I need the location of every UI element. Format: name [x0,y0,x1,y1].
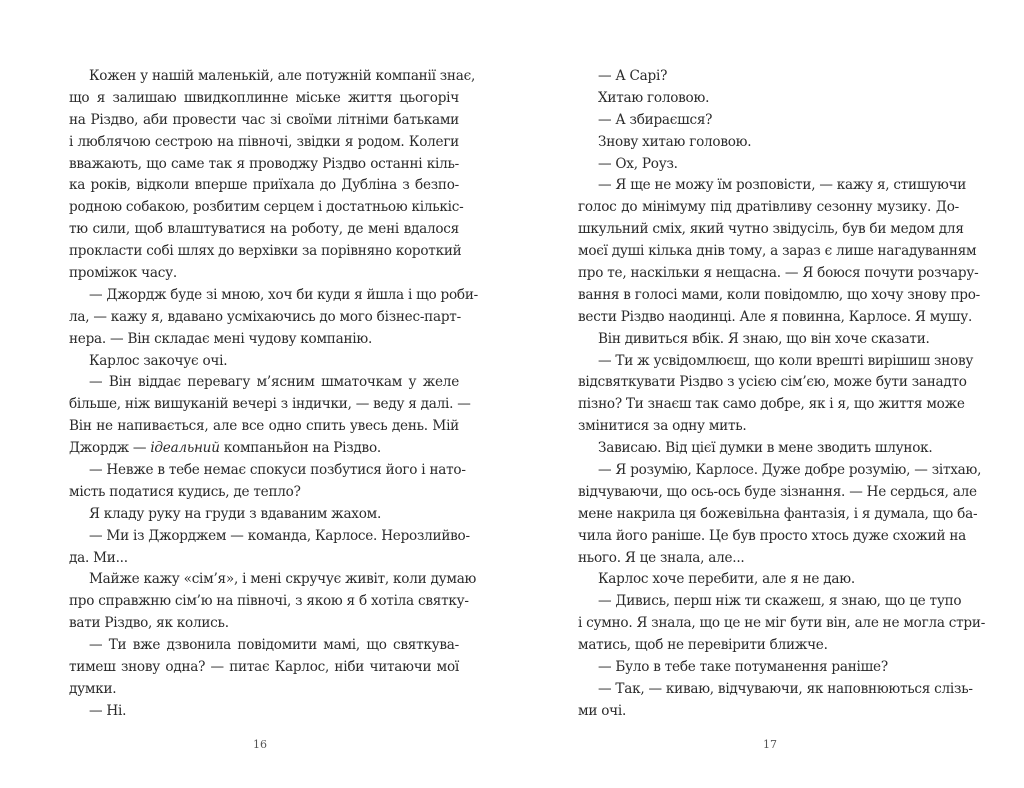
text-line: да. Ми... [69,549,128,566]
text-line: — Він віддає перевагу м’ясним шматочкам у желе [89,374,459,391]
text-line: відчуваючи, що ось-ось буде зізнання. — Не сердься, але [578,483,977,500]
emphasized-text: ідеальний [150,440,220,457]
text-line: що я залишаю швидкоплинне міське життя цьогоріч [69,89,459,106]
text-line: — Ох, Роуз. [598,155,678,172]
text-line: вати Різдво, як колись. [69,615,229,632]
left-page [69,66,479,723]
text-line: — Я ще не можу їм розповісти, — кажу я, стишуючи [598,177,967,194]
text-line: на Різдво, аби провести час зі своїми літніми батьками [69,111,459,128]
text-line: вання в голосі мами, коли повідомлю, що хочу знову про- [578,286,981,303]
text-line: матись, щоб не перевірити ближче. [578,637,828,654]
text-line: — А Сарі? [598,68,668,84]
text-line: нього. Я це знала, але... [578,549,745,566]
text-line: ла, — кажу я, вдавано усміхаючись до мого бізнес-парт- [69,308,461,325]
text-line: — Ти вже дзвонила повідомити мамі, що святкува- [89,637,459,654]
text-line: Карлос закочує очі. [89,352,228,369]
text-line: Він дивиться вбік. Я знаю, що він хоче сказати. [598,330,930,347]
right-page [578,66,986,723]
text-line: Хитаю головою. [598,89,710,106]
text-line: про справжню сім’ю на півночі, з якою я б хотіла святку- [69,593,469,610]
text-line: відсвяткувати Різдво з усією сім’єю, може бути занадто [578,374,967,391]
text-line: чила його раніше. Це був просто хтось дуже схожий на [578,527,967,544]
text-line: більше, ніж вишуканій вечері з індички, — веду я далі. — [69,396,471,413]
text-line: — Ти ж усвідомлюєш, що коли врешті вирішиш знову [598,352,974,369]
text-line: і люблячою сестрою на півночі, звідки я родом. Колеги [69,133,459,150]
text-segment: Джордж — [69,440,151,457]
page-number-right: 17 [763,738,777,751]
text-line: Кожен у нашій маленькій, але потужній компанії знає, [89,68,476,84]
text-line: родною собакою, розбитим серцем і достатньою кількіс- [69,199,464,216]
text-line: — Ми із Джорджем — команда, Карлосе. Нерозлийво- [89,527,470,544]
text-line: голос до мінімуму під дратівливу сезонну музику. До- [578,199,959,216]
text-line: моєї душі кілька днів тому, а зараз є лише нагадуванням [578,243,977,260]
page-number-left: 16 [253,738,267,751]
text-line: тимеш знову одна? — питає Карлос, ніби читаючи мої [69,659,459,676]
text-line: і сумно. Я знала, що це не міг бути він, але не могла стри- [578,615,986,632]
text-line: — Я розумію, Карлосе. Дуже добре розумію, — зітхаю, [598,462,982,479]
text-segment: компаньйон на Різдво. [219,440,381,457]
text-line: — Так, — киваю, відчуваючи, як наповнюються слізь- [598,680,973,697]
text-line: змінитися за одну мить. [578,418,747,435]
text-line: тю сили, щоб влаштуватися на роботу, де мені вдалося [69,221,459,238]
text-line [69,438,459,460]
text-line: вести Різдво наодинці. Але я повинна, Карлосе. Я мушу. [578,308,973,325]
text-line: нера. — Він складає мені чудову компанію. [69,330,373,347]
text-line: — Джордж буде зі мною, хоч би куди я йшла і що роби- [89,286,479,303]
text-line: ми очі. [578,702,627,719]
text-line: проміжок часу. [69,265,177,282]
text-line: Я кладу руку на груди з вдаваним жахом. [89,505,382,522]
text-line: — А збираєшся? [598,111,713,128]
text-line: — Було в тебе таке потуманення раніше? [598,659,888,676]
text-line: ка років, відколи вперше приїхала до Дубліна з безпо- [69,177,459,194]
text-line: — Ні. [89,702,127,719]
text-line: мість податися кудись, де тепло? [69,483,301,500]
text-line: — Невже в тебе немає спокуси позбутися його і нато- [89,462,466,479]
text-line: Зависаю. Від цієї думки в мене зводить шлунок. [598,440,933,457]
text-line: Карлос хоче перебити, але я не даю. [598,571,855,588]
text-line: Він не напивається, але все одно спить увесь день. Мій [69,418,459,435]
text-line: мене накрила ця божевільна фантазія, і я думала, що ба- [578,505,978,522]
text-line: — Дивись, перш ніж ти скажеш, я знаю, що це тупо [598,593,962,610]
text-line: про те, наскільки я нещасна. — Я боюся почути розчару- [578,265,979,282]
text-line: вважають, що саме так я проводжу Різдво останні кіль- [69,155,459,172]
text-line: шкульний сміх, який чутно звідусіль, був би медом для [578,221,964,238]
text-line: думки. [69,680,117,697]
text-line: Знову хитаю головою. [598,133,752,150]
text-line: пізно? Ти знаєш так само добре, як і я, що життя може [578,396,965,413]
text-line: прокласти собі шлях до верхівки за порівняно короткий [69,243,462,260]
text-line: Майже кажу «сім’я», і мені скручує живіт, коли думаю [89,571,477,588]
